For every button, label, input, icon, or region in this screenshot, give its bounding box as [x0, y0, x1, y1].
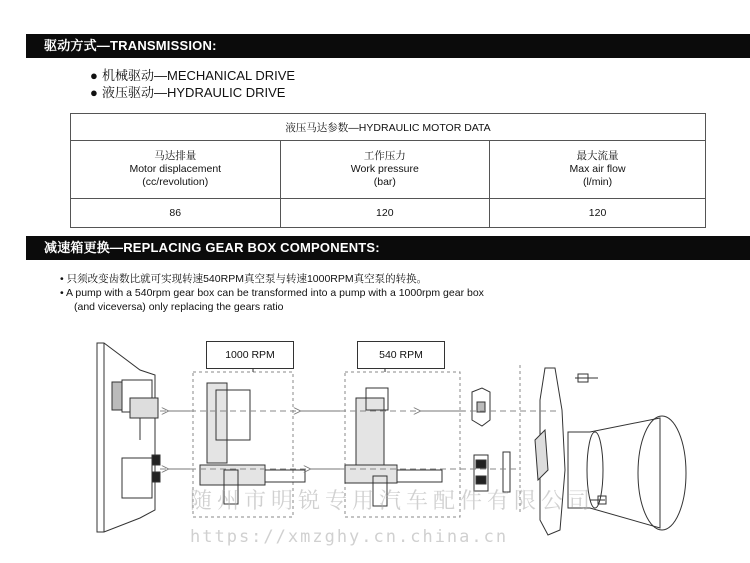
watermark-url: https://xmzghy.cn.china.cn: [190, 527, 509, 547]
note-zh: • 只须改变齿数比就可实现转速540RPM真空泵与转速1000RPM真空泵的转换。: [60, 273, 428, 285]
column-header-pressure: 工作压力 Work pressure (bar): [280, 141, 490, 199]
gearbox-housing: [97, 343, 160, 532]
section-banner-gearbox: 减速箱更换—REPLACING GEAR BOX COMPONENTS:: [26, 236, 750, 260]
bullet-icon: ●: [90, 68, 98, 83]
bearing-parts: [472, 388, 510, 492]
label-1000rpm: 1000 RPM: [206, 341, 294, 369]
column-header-flow: 最大流量 Max air flow (l/min): [490, 141, 706, 199]
label-540rpm: 540 RPM: [357, 341, 445, 369]
section-banner-transmission: 驱动方式—TRANSMISSION:: [26, 34, 750, 58]
table-title: 液压马达参数—HYDRAULIC MOTOR DATA: [71, 114, 706, 141]
table-cell: 86: [71, 199, 281, 228]
note-en-continued: (and viceversa) only replacing the gears ratio: [74, 301, 284, 313]
note-en: • A pump with a 540rpm gear box can be transformed into a pump with a 1000rpm gear box: [60, 287, 484, 299]
column-header-displacement: 马达排量 Motor displacement (cc/revolution): [71, 141, 281, 199]
watermark-company: 随州市明锐专用汽车配件有限公司: [190, 489, 596, 514]
list-item: ● 机械驱动—MECHANICAL DRIVE: [90, 68, 296, 83]
list-item: ● 液压驱动—HYDRAULIC DRIVE: [90, 85, 286, 100]
table-cell: 120: [490, 199, 706, 228]
table-cell: 120: [280, 199, 490, 228]
bullet-icon: ●: [90, 85, 98, 100]
